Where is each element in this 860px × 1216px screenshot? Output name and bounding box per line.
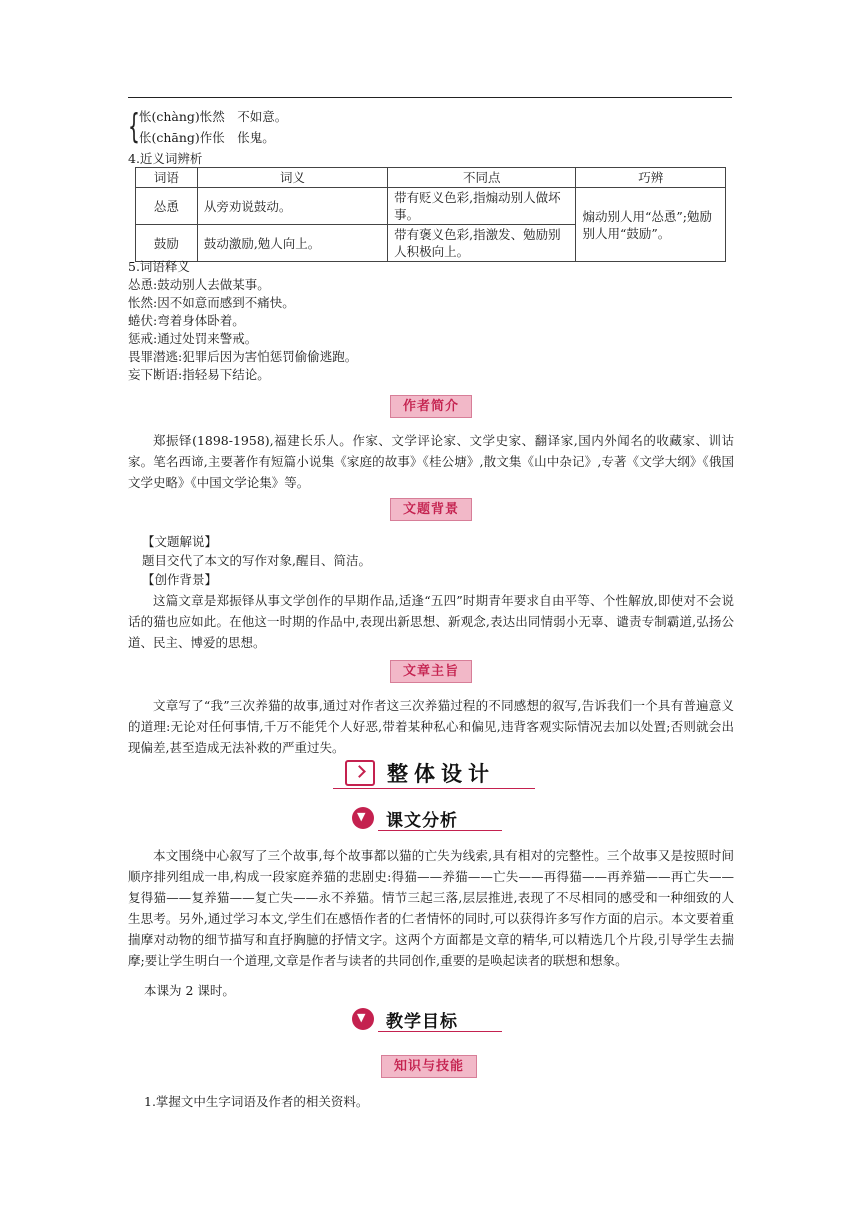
heading-underline — [378, 830, 502, 831]
down-arrow-icon — [352, 807, 374, 829]
author-paragraph: 郑振铎(1898-1958),福建长乐人。作家、文学评论家、文学史家、翻译家,国内外闻名的收藏家、训诂家。笔名西谛,主要著作有短篇小说集《家庭的故事》《桂公塘》,散文集《山中杂记》,专著《文学大纲》《俄国文学史略》《中国文学论集》等。 — [128, 433, 734, 490]
table-header-cell: 词语 — [136, 168, 198, 188]
theme-paragraph: 文章写了“我”三次养猫的故事,通过对作者这三次养猫过程的不同感想的叙写,告诉我们一个具有普遍意义的道理:无论对任何事情,千万不能凭个人好恶,带着某种私心和偏见,违背客观实际情况去加以处置;否则就会出现偏差,甚至造成无法补救的严重过失。 — [128, 698, 734, 755]
down-arrow-icon — [352, 1008, 374, 1030]
table-cell-meaning: 鼓动激励,勉人向上。 — [197, 225, 387, 262]
vocab-line-1: 怅(chàng)怅然 不如意。 — [139, 109, 288, 124]
glossary-item: 怂恿:鼓动别人去做某事。 — [128, 277, 270, 292]
table-header-cell: 词义 — [197, 168, 387, 188]
author-section-label: 作者简介 — [390, 395, 472, 418]
synonym-heading: 4.近义词辨析 — [128, 151, 203, 166]
glossary-item: 妄下断语:指轻易下结论。 — [128, 367, 270, 382]
table-cell-meaning: 从旁劝说鼓动。 — [197, 188, 387, 225]
table-header-cell: 巧辨 — [576, 168, 726, 188]
title-underline — [333, 788, 535, 789]
glossary-item: 蜷伏:弯着身体卧着。 — [128, 313, 245, 328]
table-cell-word: 鼓励 — [136, 225, 198, 262]
title-explain-tag: 【文题解说】 — [142, 534, 218, 549]
glossary-item: 畏罪潜逃:犯罪后因为害怕惩罚偷偷逃跑。 — [128, 349, 358, 364]
analysis-paragraph: 本文围绕中心叙写了三个故事,每个故事都以猫的亡失为线索,具有相对的完整性。三个故事又是按照时间顺序排列组成一串,构成一段家庭养猫的悲剧史:得猫——养猫——亡失——再得猫——再养猫——再亡失——复得猫——复养猫——复亡失——永不养猫。情节三起三落,层层推进,表现了不尽相同的感受和一种细致的人生思考。另外,通过学习本文,学生们在感悟作者的仁者情怀的同时,可以获得许多写作方面的启示。本文要着重揣摩对动物的细节描写和直抒胸臆的抒情文字。这两个方面都是文章的精华,可以精选几个片段,引导学生去揣摩;要让学生明白一个道理,文章是作者与读者的共同创作,重要的是唤起读者的联想和想象。 — [128, 848, 734, 968]
brace-symbol: { — [128, 107, 140, 147]
glossary-item: 惩戒:通过处罚来警戒。 — [128, 331, 258, 346]
table-header-row — [136, 168, 726, 188]
overall-design-title — [345, 758, 535, 788]
goals-heading — [352, 1007, 512, 1035]
table-cell-word: 怂恿 — [136, 188, 198, 225]
title-explain-text: 题目交代了本文的写作对象,醒目、简洁。 — [142, 553, 371, 568]
goal-item-1: 1.掌握文中生字词语及作者的相关资料。 — [144, 1094, 369, 1109]
knowledge-skills-label: 知识与技能 — [381, 1055, 477, 1078]
overall-design-text: 整体设计 — [387, 762, 495, 786]
table-cell-diff: 带有贬义色彩,指煽动别人做坏事。 — [388, 188, 576, 225]
analysis-heading — [352, 806, 512, 834]
goals-heading-text: 教学目标 — [386, 1012, 458, 1032]
creation-tag: 【创作背景】 — [142, 572, 218, 587]
table-header-cell: 不同点 — [388, 168, 576, 188]
table-row — [136, 188, 726, 225]
synonym-table — [135, 167, 726, 262]
table-cell-tip: 煽动别人用“怂恿”;勉励别人用“鼓励”。 — [576, 188, 726, 262]
glossary-item: 怅然:因不如意而感到不痛快。 — [128, 295, 295, 310]
creation-paragraph: 这篇文章是郑振铎从事文学创作的早期作品,适逢“五四”时期青年要求自由平等、个性解放,即使对不会说话的猫也应如此。在他这一时期的作品中,表现出新思想、新观念,表达出同情弱小无辜、谴责专制霸道,弘扬公道、民主、博爱的思想。 — [128, 593, 734, 650]
monitor-icon — [345, 760, 375, 786]
vocab-line-2: 伥(chāng)作伥 伥鬼。 — [139, 130, 275, 145]
theme-section-label: 文章主旨 — [390, 660, 472, 683]
glossary-heading: 5.词语释义 — [128, 259, 190, 274]
table-cell-diff: 带有褒义色彩,指激发、勉励别人积极向上。 — [388, 225, 576, 262]
analysis-heading-text: 课文分析 — [386, 811, 458, 831]
header-rule — [128, 97, 732, 98]
background-section-label: 文题背景 — [390, 498, 472, 521]
class-hours: 本课为 2 课时。 — [144, 983, 235, 998]
heading-underline — [378, 1031, 502, 1032]
